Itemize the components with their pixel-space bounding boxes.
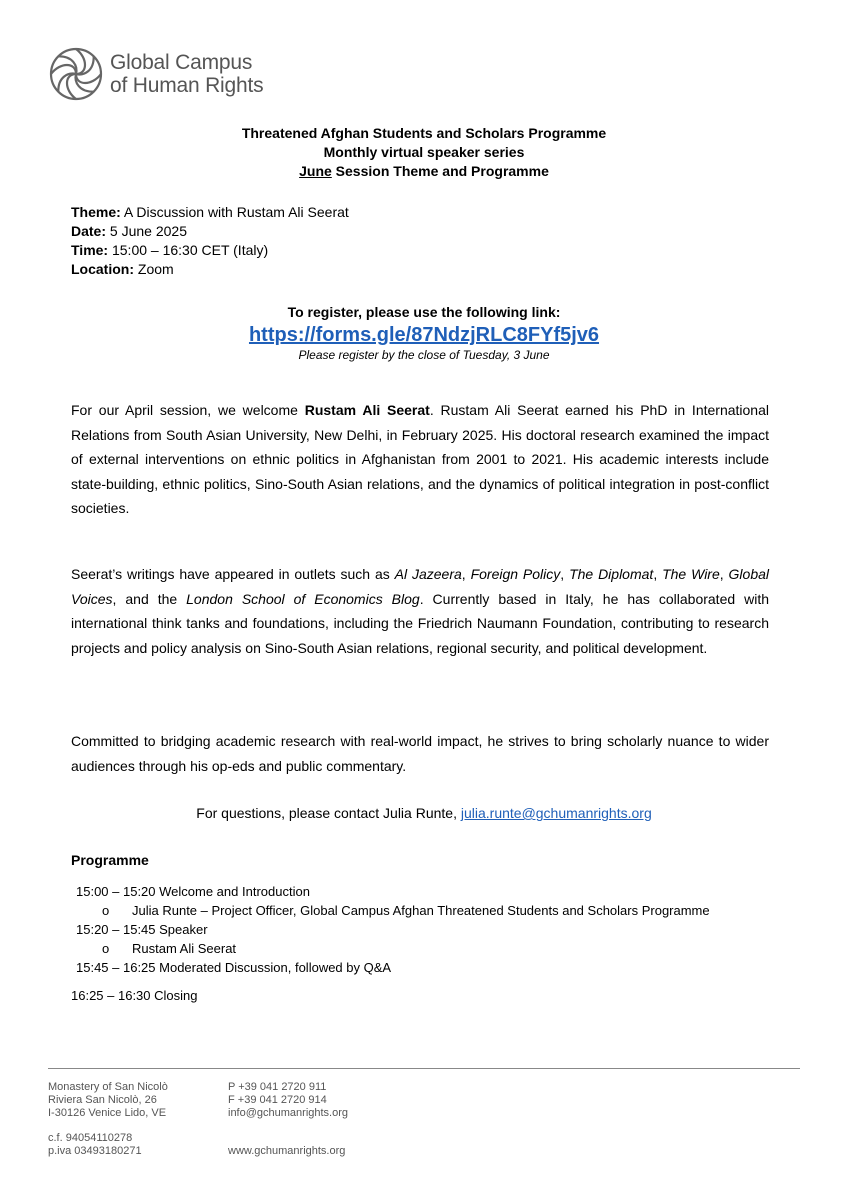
title-month: June <box>299 163 332 179</box>
contact-email-link[interactable]: julia.runte@gchumanrights.org <box>460 805 652 821</box>
footer-address-line-3: I-30126 Venice Lido, VE <box>48 1107 167 1119</box>
bullet-icon: o <box>102 941 110 956</box>
outlet-foreign-policy: Foreign Policy <box>470 566 561 582</box>
registration-link[interactable]: https://forms.gle/87NdzjRLC8FYf5jv6 <box>248 324 600 346</box>
footer-cf: c.f. 94054110278 <box>48 1132 133 1144</box>
footer-tax <box>48 1132 142 1158</box>
programme-subitem-text: Julia Runte – Project Officer, Global Campus Afghan Threatened Students and Scholars Programme <box>132 903 710 918</box>
theme-row <box>71 203 349 222</box>
outlet-lse-blog: London School of Economics Blog <box>186 590 420 607</box>
title-line-3 <box>0 162 848 181</box>
time-value: 15:00 – 16:30 CET (Italy) <box>108 242 269 258</box>
outlet-global-voices: Global Voices <box>71 566 769 607</box>
footer-contact <box>228 1081 348 1120</box>
bio-p1-start: For our April session, we welcome <box>71 402 305 418</box>
programme-subitem-text: Rustam Ali Seerat <box>132 941 237 956</box>
programme-item: 15:00 – 15:20 Welcome and Introduction <box>76 884 310 899</box>
swirl-logo-icon <box>48 46 104 102</box>
location-row <box>71 260 349 279</box>
registration <box>0 303 848 364</box>
programme-item: 15:45 – 16:25 Moderated Discussion, followed by Q&A <box>76 960 392 975</box>
bio-p2-g: . Currently based in Italy, he has collaborated with international think tanks and foundations, including the Friedrich Naumann Foundation, contributing to research projects and policy analysis on Sino-South Asian relations, regional security, and political development. <box>71 590 770 656</box>
bio-p2-a: Seerat’s writings have appeared in outlets such as <box>71 566 395 582</box>
bio-p2-e: , <box>719 566 729 582</box>
footer-address-line-2: Riviera San Nicolò, 26 <box>48 1094 157 1106</box>
footer-piva: p.iva 03493180271 <box>48 1145 142 1157</box>
registration-deadline: Please register by the close of Tuesday, 3 June <box>298 348 550 362</box>
title-line-3-rest: Session Theme and Programme <box>331 163 549 179</box>
footer-fax: F +39 041 2720 914 <box>228 1094 327 1106</box>
bio-p2-c: , <box>560 566 570 582</box>
outlet-the-wire: The Wire <box>662 566 720 582</box>
programme-item: 15:20 – 15:45 Speaker <box>76 922 208 937</box>
contact-line <box>0 804 848 823</box>
date-row <box>71 222 349 241</box>
footer-phone: P +39 041 2720 911 <box>228 1081 327 1093</box>
bio-paragraph-3: Committed to bridging academic research with real-world impact, he strives to bring scholarly nuance to wider audiences through his op-eds and public commentary. <box>71 733 769 774</box>
footer-address <box>48 1081 168 1120</box>
title-line-2: Monthly virtual speaker series <box>323 144 525 160</box>
registration-label: To register, please use the following link: <box>287 304 561 320</box>
theme-value: A Discussion with Rustam Ali Seerat <box>120 204 349 220</box>
footer-email: info@gchumanrights.org <box>228 1107 349 1119</box>
contact-text: For questions, please contact Julia Runte, <box>196 805 461 821</box>
logo-line-1: Global Campus <box>110 51 253 74</box>
title-line-1: Threatened Afghan Students and Scholars Programme <box>241 125 607 141</box>
date-value: 5 June 2025 <box>106 223 187 239</box>
outlet-the-diplomat: The Diplomat <box>569 566 654 582</box>
bio-p1-rest: . Rustam Ali Seerat earned his PhD in International Relations from South Asian University, New Delhi, in February 2025. His doctoral research examined the impact of external interventions on ethnic politics in Afghanistan from 2001 to 2021. His academic interests include state-building, ethnic politics, Sino-South Asian relations, and the dynamics of political integration in post-conflict societies. <box>71 402 769 516</box>
outlet-al-jazeera: Al Jazeera <box>394 566 462 582</box>
time-label: Time: <box>71 242 109 258</box>
logo <box>48 46 263 102</box>
footer-divider <box>48 1068 800 1069</box>
bio-p2-f: , and the <box>112 590 187 607</box>
programme-list <box>71 882 710 1005</box>
programme-item: 16:25 – 16:30 Closing <box>71 988 198 1003</box>
bio-paragraph-2 <box>71 562 769 660</box>
footer-website: www.gchumanrights.org <box>228 1145 346 1157</box>
programme-subitem <box>76 901 710 920</box>
document-title <box>0 124 848 181</box>
time-row <box>71 241 349 260</box>
theme-label: Theme: <box>71 204 121 220</box>
bio-paragraph-1 <box>71 398 769 521</box>
speaker-name: Rustam Ali Seerat <box>304 402 430 418</box>
bio-p2-b: , <box>461 566 471 582</box>
session-details <box>71 203 349 279</box>
logo-line-2: of Human Rights <box>110 74 264 97</box>
footer-address-line-1: Monastery of San Nicolò <box>48 1081 168 1093</box>
bullet-icon: o <box>102 903 110 918</box>
date-label: Date: <box>71 223 107 239</box>
location-value: Zoom <box>134 261 174 277</box>
programme-subitem <box>76 939 710 958</box>
bio-p2-d: , <box>653 566 663 582</box>
location-label: Location: <box>71 261 134 277</box>
programme-heading: Programme <box>71 852 149 868</box>
